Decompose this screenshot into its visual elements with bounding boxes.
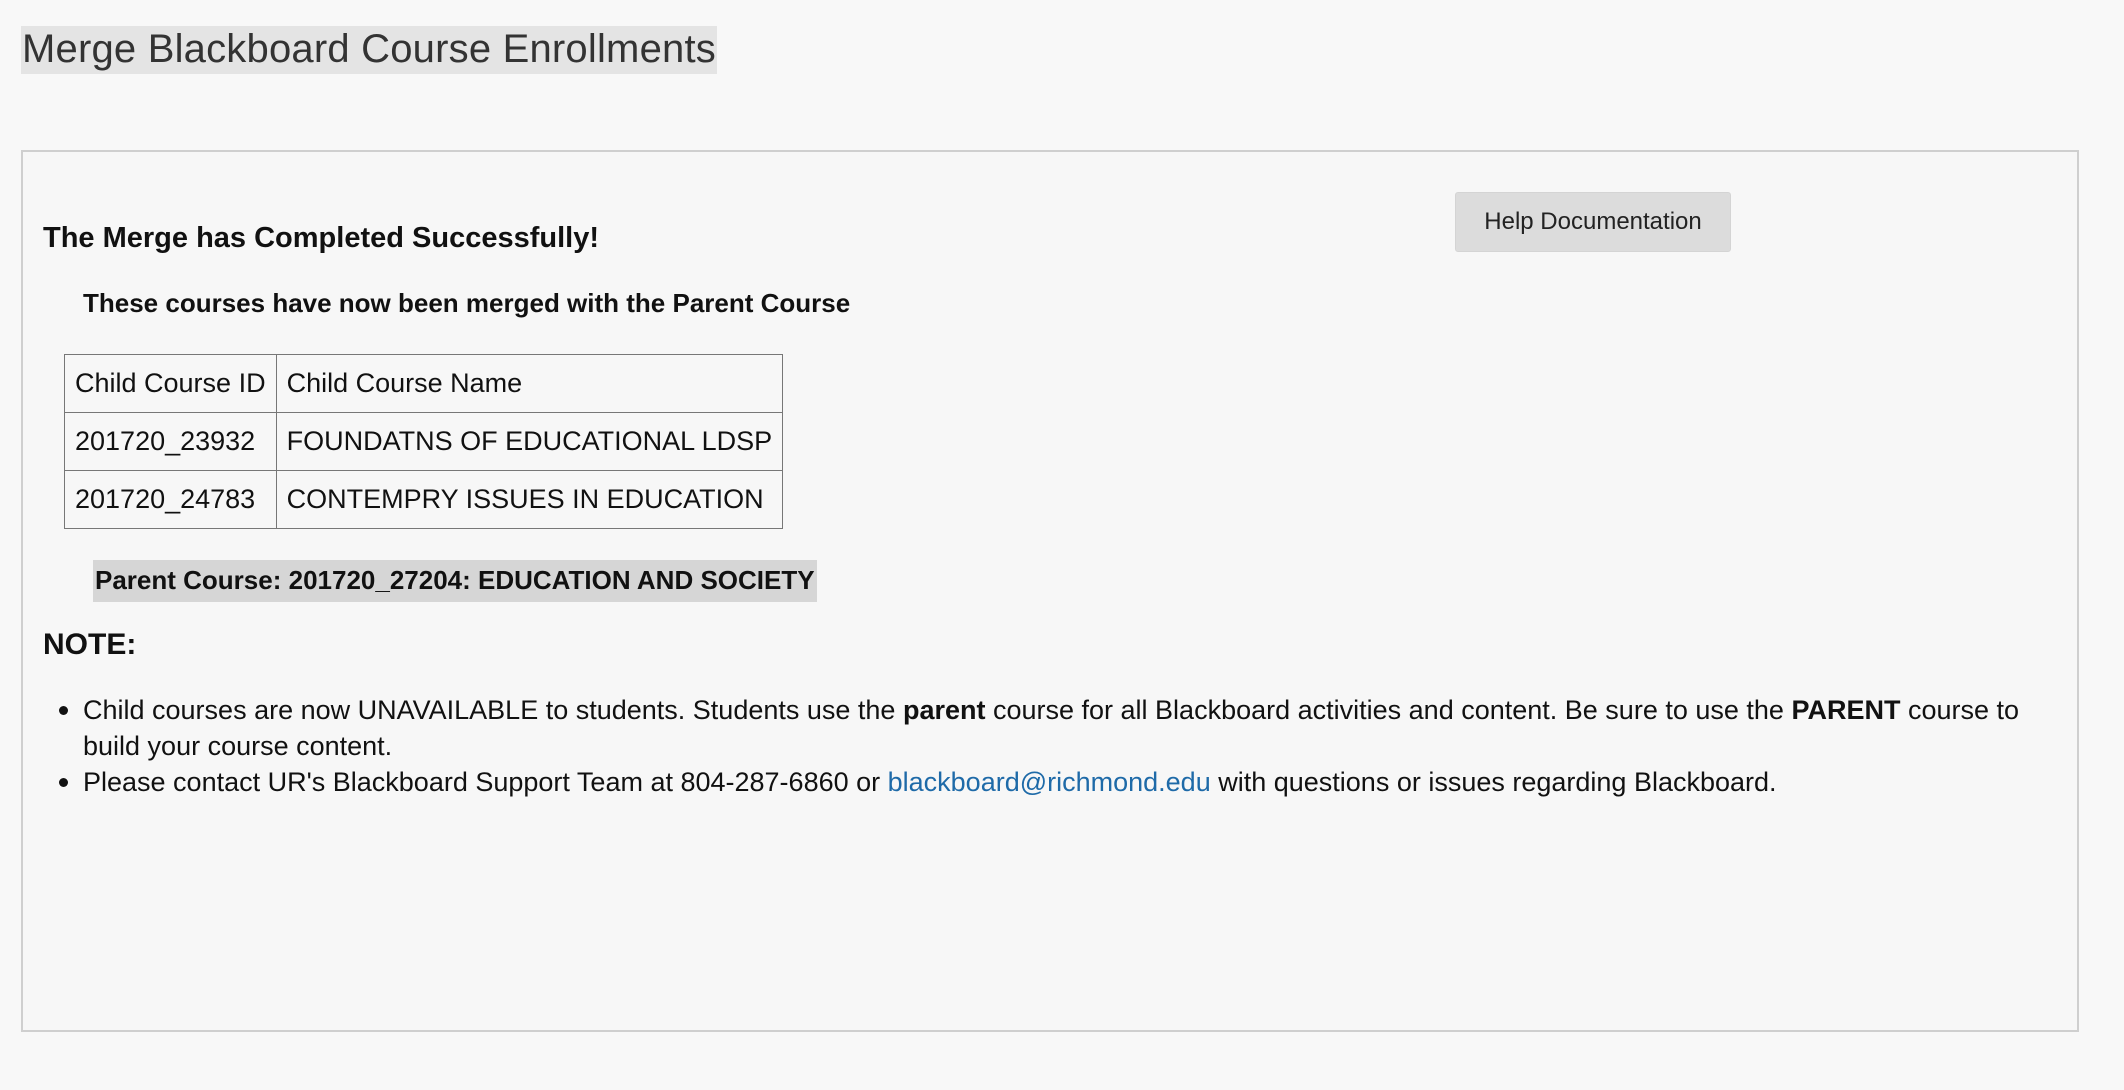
parent-course-label: Parent Course: 201720_27204: EDUCATION AND SOCIETY [93,560,817,602]
child-course-id-cell: 201720_24783 [65,471,277,529]
column-header-child-course-name: Child Course Name [276,355,783,413]
help-documentation-button[interactable]: Help Documentation [1455,192,1731,252]
note-text: course for all Blackboard activities and content. Be sure to use the [985,695,1792,725]
note-emphasis-parent: parent [902,695,986,725]
note-text: Child courses are now UNAVAILABLE to students. Students use the [83,695,903,725]
child-course-id-cell: 201720_23932 [65,413,277,471]
note-emphasis-parent-caps: PARENT [1791,695,1901,725]
column-header-child-course-id: Child Course ID [65,355,277,413]
support-email-link[interactable]: blackboard@richmond.edu [887,767,1211,797]
list-item [83,692,2063,764]
note-heading: NOTE: [43,628,137,661]
child-courses-table [64,354,783,529]
note-text: Please contact UR's Blackboard Support Team at 804-287-6860 or [83,767,888,797]
merged-courses-subheading: These courses have now been merged with the Parent Course [83,288,851,318]
note-text: with questions or issues regarding Blackboard. [1210,767,1777,797]
page-title: Merge Blackboard Course Enrollments [21,26,717,74]
success-heading: The Merge has Completed Successfully! [43,222,599,254]
child-course-name-cell: CONTEMPRY ISSUES IN EDUCATION [276,471,783,529]
note-text: course to build your course content. [83,695,2020,761]
table-row [65,471,783,529]
page-header [21,26,717,74]
table-header-row [65,355,783,413]
table-row [65,413,783,471]
note-list [43,692,2063,800]
merge-result-panel [21,150,2079,1032]
list-item [83,764,2063,800]
child-course-name-cell: FOUNDATNS OF EDUCATIONAL LDSP [276,413,783,471]
